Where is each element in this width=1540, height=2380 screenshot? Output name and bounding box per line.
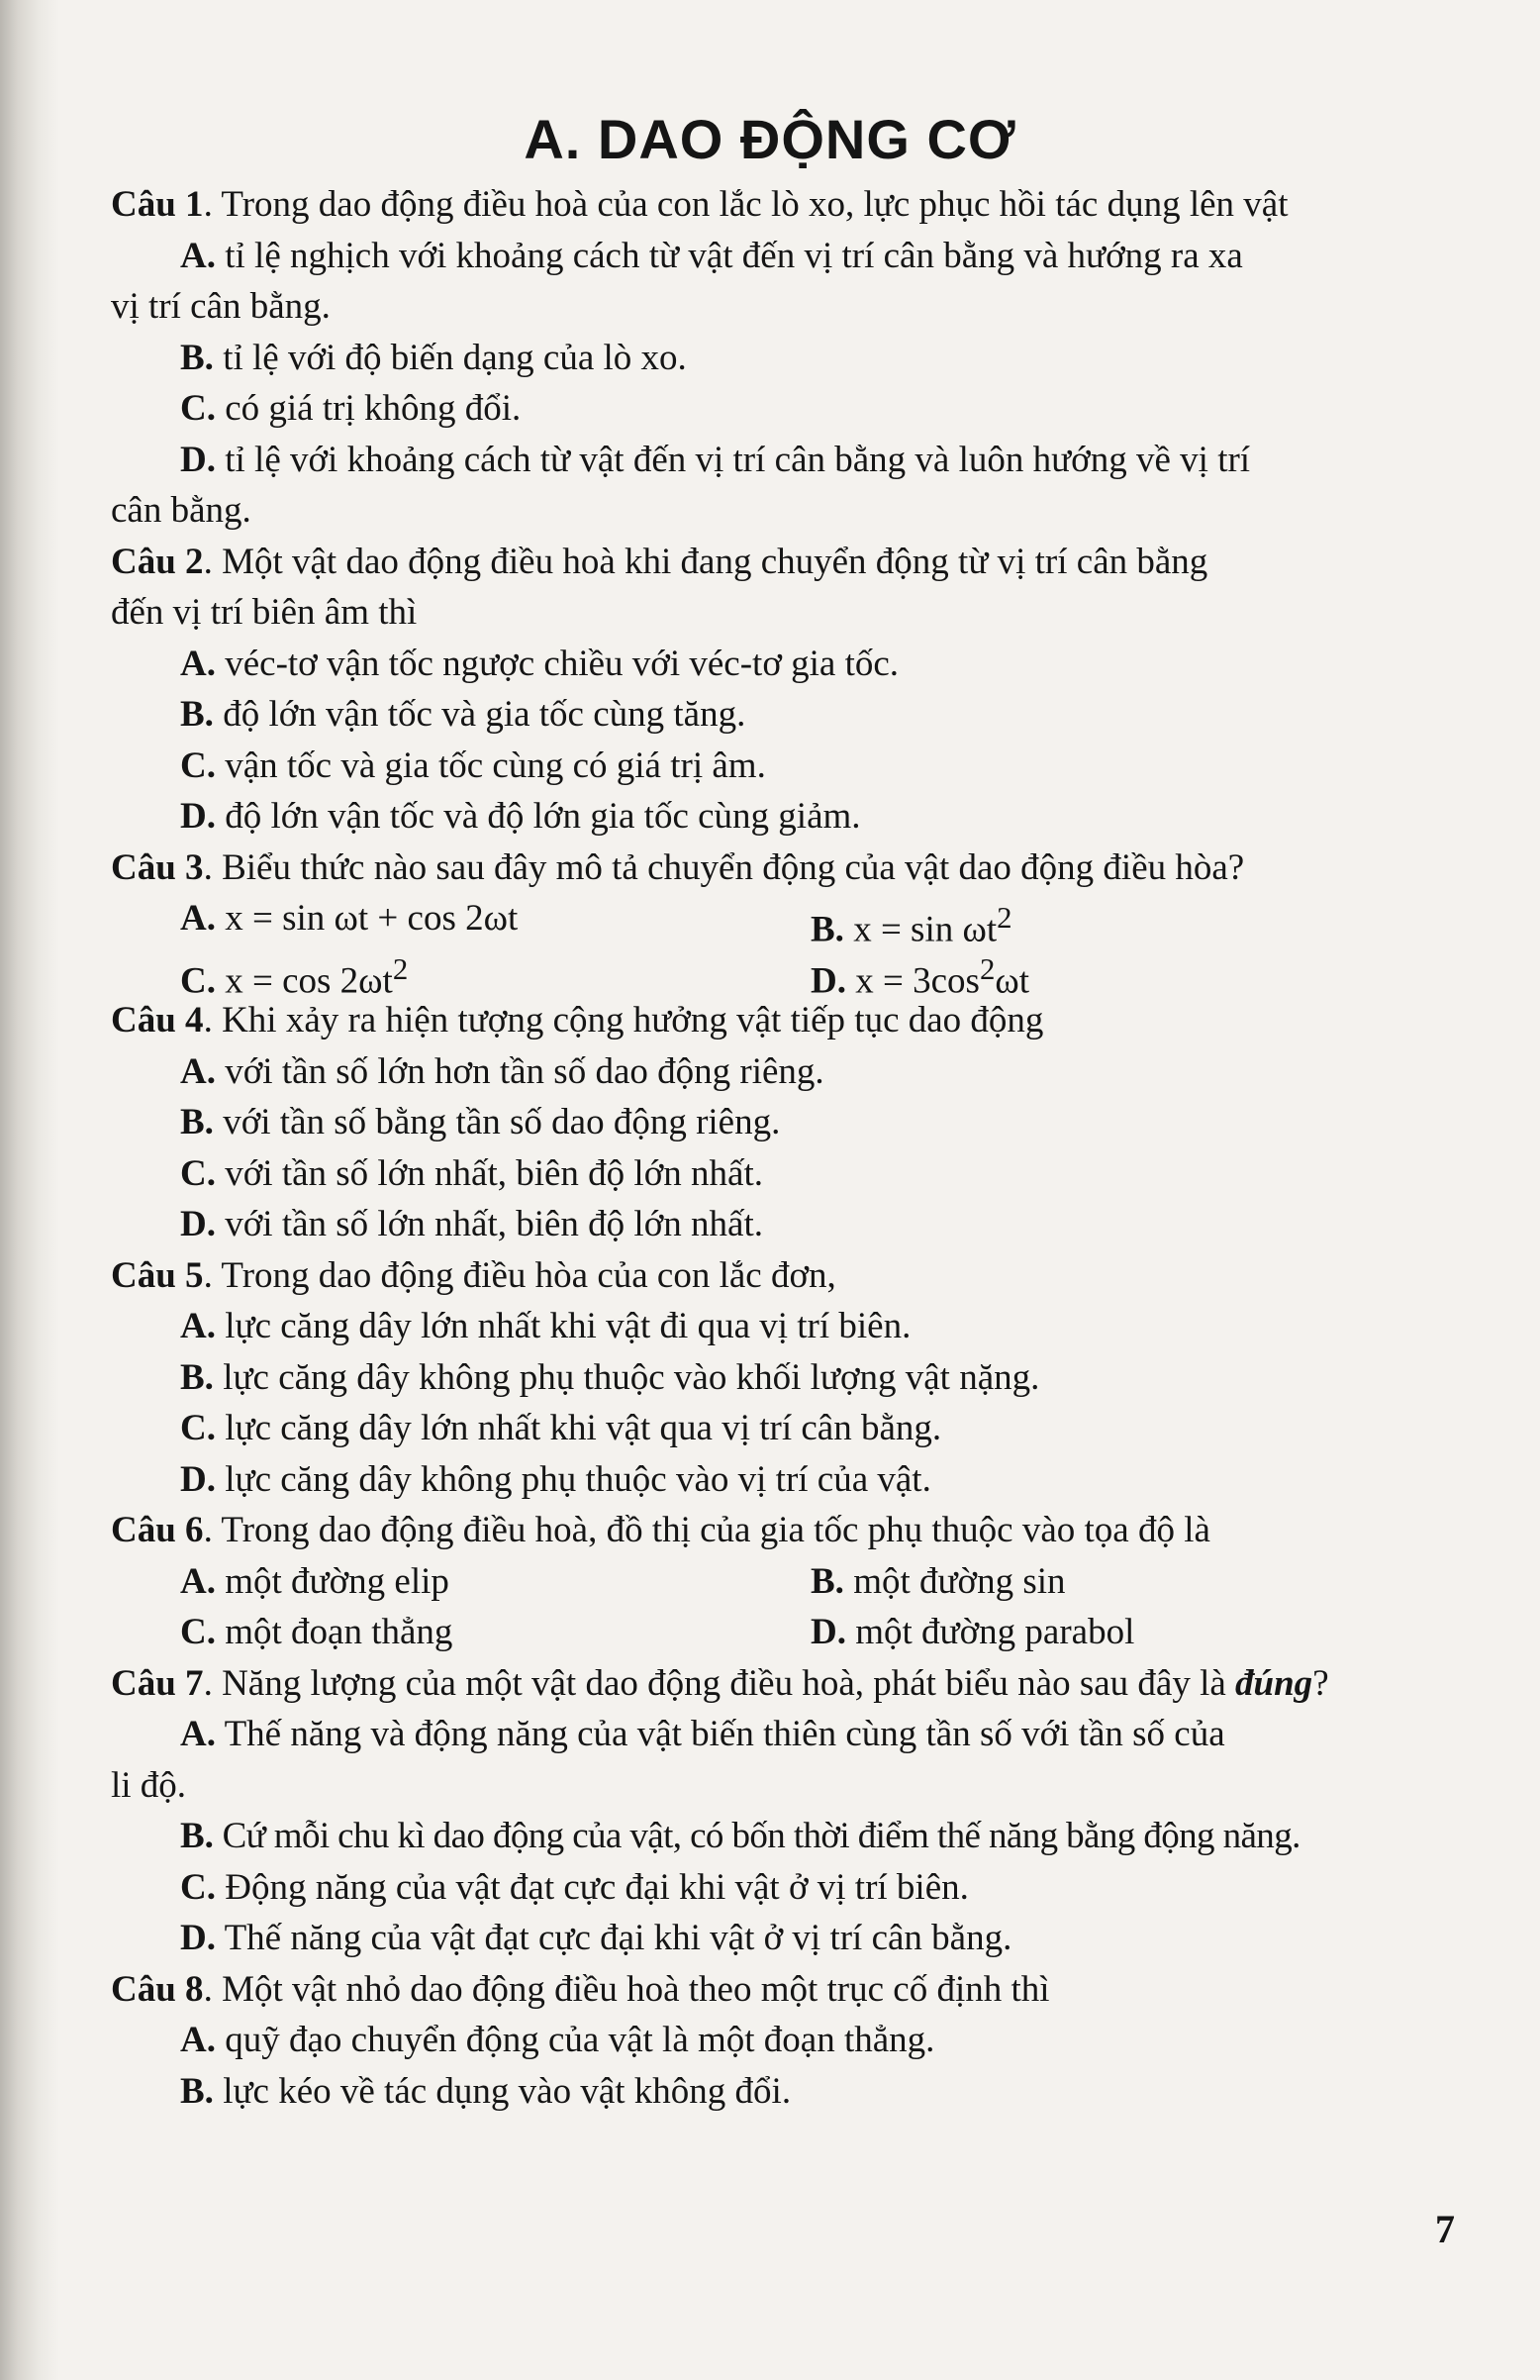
question-6 — [111, 1505, 1462, 1556]
option-label: C. — [180, 1612, 216, 1652]
option-b — [811, 893, 1462, 950]
option-text: với tần số lớn hơn tần số dao động riêng. — [215, 1050, 824, 1092]
option-label: C. — [180, 1866, 216, 1908]
option-text: lực căng dây không phụ thuộc vào khối lượng vật nặng. — [213, 1356, 1040, 1398]
option-b — [811, 1556, 1462, 1608]
option-text: một đường sin — [843, 1560, 1066, 1602]
question-label: Câu 4 — [111, 1000, 204, 1041]
option-label: B. — [180, 694, 214, 735]
question-text: . Một vật dao động điều hoà khi đang chuyển động từ vị trí cân bằng — [203, 541, 1208, 582]
option-a — [111, 1301, 1462, 1352]
option-label: B. — [811, 1560, 844, 1602]
option-text: với tần số lớn nhất, biên độ lớn nhất. — [215, 1152, 763, 1194]
question-label: Câu 8 — [111, 1968, 204, 2010]
option-label: A. — [180, 1050, 216, 1092]
option-text: một đường parabol — [845, 1612, 1135, 1652]
question-label: Câu 1 — [111, 184, 204, 225]
option-c — [111, 741, 1462, 792]
option-label: D. — [180, 1918, 216, 1958]
option-b — [111, 333, 1462, 384]
question-text: . Biểu thức nào sau đây mô tả chuyển động của vật dao động điều hòa? — [203, 846, 1245, 888]
option-text: tỉ lệ với khoảng cách từ vật đến vị trí cân bằng và luôn hướng về vị trí — [215, 439, 1251, 480]
option-d — [111, 791, 1462, 843]
option-d — [811, 1607, 1462, 1658]
option-continuation: vị trí cân bằng. — [111, 286, 331, 327]
option-d — [111, 1913, 1462, 1964]
option-label: B. — [180, 2070, 214, 2112]
option-d — [111, 435, 1462, 486]
option-text: với tần số lớn nhất, biên độ lớn nhất. — [215, 1204, 763, 1244]
option-b — [111, 1352, 1462, 1404]
option-text: có giá trị không đổi. — [215, 388, 522, 429]
question-list — [111, 179, 1462, 2117]
option-text: x = sin ωt — [843, 909, 998, 950]
option-text: tỉ lệ với độ biến dạng của lò xo. — [213, 337, 687, 378]
option-text: lực căng dây lớn nhất khi vật qua vị trí cân bằng. — [215, 1408, 942, 1448]
option-label: D. — [811, 1612, 846, 1652]
question-7 — [111, 1658, 1462, 1710]
option-c — [111, 1607, 811, 1658]
option-label: D. — [811, 959, 846, 1001]
emphasis-word: đúng — [1235, 1662, 1313, 1704]
option-row — [111, 893, 1462, 950]
question-text: . Trong dao động điều hòa của con lắc đơn, — [203, 1254, 836, 1296]
option-label: A. — [180, 235, 216, 276]
option-a — [111, 1709, 1462, 1760]
option-text: Thế năng của vật đạt cực đại khi vật ở vị trí cân bằng. — [215, 1918, 1012, 1958]
option-text: độ lớn vận tốc và gia tốc cùng tăng. — [213, 694, 746, 735]
question-text: . Trong dao động điều hoà của con lắc lò xo, lực phục hồi tác dụng lên vật — [203, 184, 1289, 225]
option-a — [111, 1046, 1462, 1098]
option-text: x = 3cos — [845, 959, 980, 1001]
option-a — [111, 639, 1462, 690]
page-number: 7 — [1435, 2207, 1455, 2251]
question-3 — [111, 843, 1462, 894]
option-label: A. — [180, 1560, 216, 1602]
option-a — [111, 2015, 1462, 2066]
option-c — [111, 944, 811, 1001]
option-d — [111, 1454, 1462, 1506]
question-text: . Trong dao động điều hoà, đồ thị của gia tốc phụ thuộc vào tọa độ là — [203, 1510, 1210, 1550]
superscript: 2 — [997, 901, 1012, 935]
question-continuation: đến vị trí biên âm thì — [111, 592, 418, 633]
option-a — [111, 1556, 811, 1608]
option-label: A. — [180, 898, 216, 939]
question-end: ? — [1312, 1662, 1329, 1704]
option-label: A. — [180, 1714, 216, 1754]
option-row — [111, 1607, 1462, 1658]
option-a — [111, 231, 1462, 282]
question-label: Câu 6 — [111, 1510, 204, 1550]
option-label: C. — [180, 959, 216, 1001]
question-text: . Năng lượng của một vật dao động điều hoà, phát biểu nào sau đây là — [203, 1662, 1236, 1704]
option-d — [811, 944, 1462, 1001]
option-text: lực căng dây lớn nhất khi vật đi qua vị trí biên. — [215, 1306, 912, 1346]
option-text: Cứ mỗi chu kì dao động của vật, có bốn thời điểm thế năng bằng động năng. — [213, 1816, 1300, 1856]
option-label: B. — [180, 1102, 214, 1142]
option-c — [111, 1403, 1462, 1454]
question-text: . Một vật nhỏ dao động điều hoà theo một trục cố định thì — [203, 1968, 1050, 2010]
option-label: A. — [180, 643, 216, 684]
option-label: A. — [180, 2020, 216, 2060]
question-label: Câu 3 — [111, 846, 204, 888]
question-label: Câu 2 — [111, 541, 204, 582]
option-text: Động năng của vật đạt cực đại khi vật ở vị trí biên. — [215, 1866, 969, 1908]
option-text: độ lớn vận tốc và độ lớn gia tốc cùng giảm. — [215, 796, 861, 837]
option-label: B. — [180, 1356, 214, 1398]
option-text: với tần số bằng tần số dao động riêng. — [213, 1102, 781, 1142]
option-text: một đường elip — [215, 1560, 449, 1602]
option-label: A. — [180, 1306, 216, 1346]
question-5 — [111, 1250, 1462, 1302]
option-label: C. — [180, 1152, 216, 1194]
option-label: B. — [180, 1816, 214, 1856]
section-title: A. DAO ĐỘNG CƠ — [524, 108, 1016, 170]
option-text: Thế năng và động năng của vật biến thiên cùng tần số với tần số của — [215, 1714, 1225, 1754]
question-4 — [111, 995, 1462, 1046]
option-label: C. — [180, 1408, 216, 1448]
question-8 — [111, 1964, 1462, 2016]
option-d — [111, 1199, 1462, 1250]
option-label: D. — [180, 1204, 216, 1244]
option-label: D. — [180, 1458, 216, 1500]
question-2 — [111, 537, 1462, 588]
superscript: 2 — [979, 951, 996, 986]
option-text: quỹ đạo chuyển động của vật là một đoạn thẳng. — [215, 2020, 935, 2060]
question-label: Câu 5 — [111, 1254, 204, 1296]
option-b — [111, 1811, 1462, 1862]
option-c — [111, 383, 1462, 435]
superscript: 2 — [392, 951, 409, 986]
option-label: C. — [180, 388, 216, 429]
option-text: ωt — [995, 959, 1029, 1001]
question-label: Câu 7 — [111, 1662, 204, 1704]
question-1 — [111, 179, 1462, 231]
option-text: vận tốc và gia tốc cùng có giá trị âm. — [215, 744, 766, 786]
option-c — [111, 1148, 1462, 1200]
option-b — [111, 1097, 1462, 1148]
option-text: một đoạn thẳng — [215, 1612, 453, 1652]
option-continuation: li độ. — [111, 1764, 187, 1806]
option-text: lực căng dây không phụ thuộc vào vị trí của vật. — [215, 1458, 931, 1500]
option-label: D. — [180, 439, 216, 480]
option-row — [111, 1556, 1462, 1608]
option-a — [111, 893, 811, 944]
option-text: x = cos 2ωt — [215, 959, 393, 1001]
option-text: lực kéo về tác dụng vào vật không đổi. — [213, 2070, 792, 2112]
option-b — [111, 2066, 1462, 2118]
option-c — [111, 1862, 1462, 1914]
option-text: x = sin ωt + cos 2ωt — [215, 898, 519, 939]
option-text: tỉ lệ nghịch với khoảng cách từ vật đến vị trí cân bằng và hướng ra xa — [215, 235, 1243, 276]
question-text: . Khi xảy ra hiện tượng cộng hưởng vật tiếp tục dao động — [203, 1000, 1044, 1041]
option-b — [111, 689, 1462, 741]
option-text: véc-tơ vận tốc ngược chiều với véc-tơ gia tốc. — [215, 643, 900, 684]
option-label: B. — [180, 337, 214, 378]
option-label: C. — [180, 744, 216, 786]
option-continuation: cân bằng. — [111, 490, 251, 531]
option-label: D. — [180, 796, 216, 837]
option-row — [111, 944, 1462, 1001]
option-label: B. — [811, 909, 844, 950]
